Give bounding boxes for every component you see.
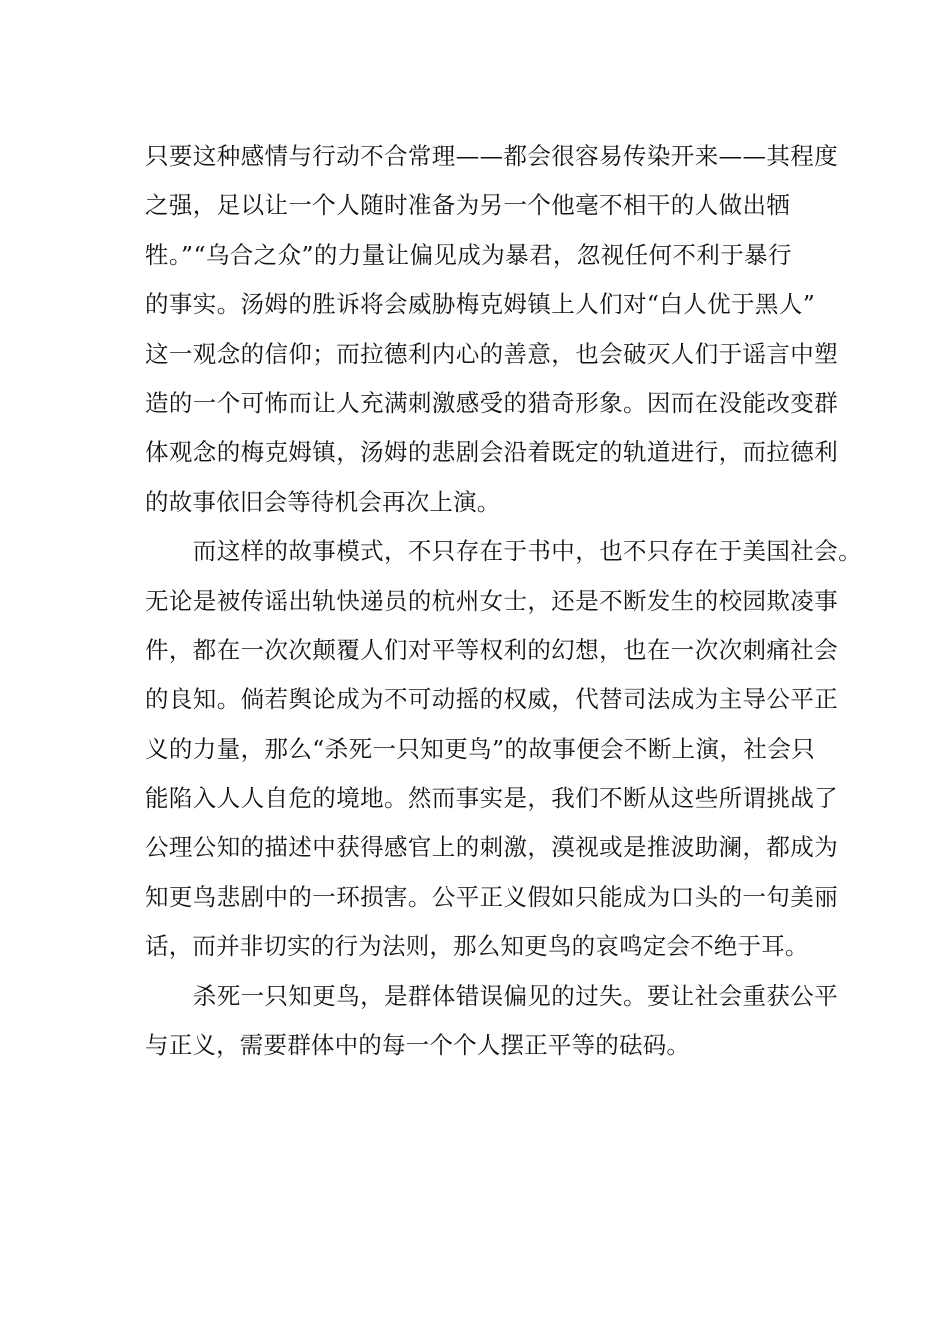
text-line: 之强，足以让一个人随时准备为另一个他毫不相干的人做出牺 [145,191,791,220]
paragraph-1 [145,132,839,527]
text-line: 这一观念的信仰；而拉德利内心的善意，也会破灭人们于谣言中塑 [145,339,839,368]
text-line: 话，而并非切实的行为法则，那么知更鸟的哀鸣定会不绝于耳。 [145,932,809,961]
text-line: 的故事依旧会等待机会再次上演。 [145,487,501,516]
text-line: 而这样的故事模式，不只存在于书中，也不只存在于美国社会。 [145,537,862,566]
text-line: 能陷入人人自危的境地。然而事实是，我们不断从这些所谓挑战了 [145,784,839,813]
text-line: 件，都在一次次颠覆人们对平等权利的幻想，也在一次次刺痛社会 [145,635,839,664]
text-line: 知更鸟悲剧中的一环损害。公平正义假如只能成为口头的一句美丽 [145,882,839,911]
text-line: 杀死一只知更鸟，是群体错误偏见的过失。要让社会重获公平 [145,981,839,1010]
text-line: 与正义，需要群体中的每一个个人摆正平等的砝码。 [145,1031,691,1060]
text-line: 的事实。汤姆的胜诉将会威胁梅克姆镇上人们对“白人优于黑人” [145,290,816,319]
body-text [145,132,862,1070]
paragraph-3 [145,972,839,1071]
text-line: 义的力量，那么“杀死一只知更鸟”的故事便会不断上演，社会只 [145,734,816,763]
text-line: 的良知。倘若舆论成为不可动摇的权威，代替司法成为主导公平正 [145,685,839,714]
paragraph-2 [145,527,862,972]
text-line: 无论是被传谣出轨快递员的杭州女士，还是不断发生的校园欺凌事 [145,586,839,615]
text-line: 牲。”“乌合之众”的力量让偏见成为暴君，忽视任何不利于暴行 [145,240,792,269]
text-line: 造的一个可怖而让人充满刺激感受的猎奇形象。因而在没能改变群 [145,388,839,417]
text-line: 只要这种感情与行动不合常理——都会很容易传染开来——其程度 [145,142,839,170]
text-line: 公理公知的描述中获得感官上的刺激，漠视或是推波助澜，都成为 [145,833,839,862]
text-line: 体观念的梅克姆镇，汤姆的悲剧会沿着既定的轨道进行，而拉德利 [145,438,839,467]
